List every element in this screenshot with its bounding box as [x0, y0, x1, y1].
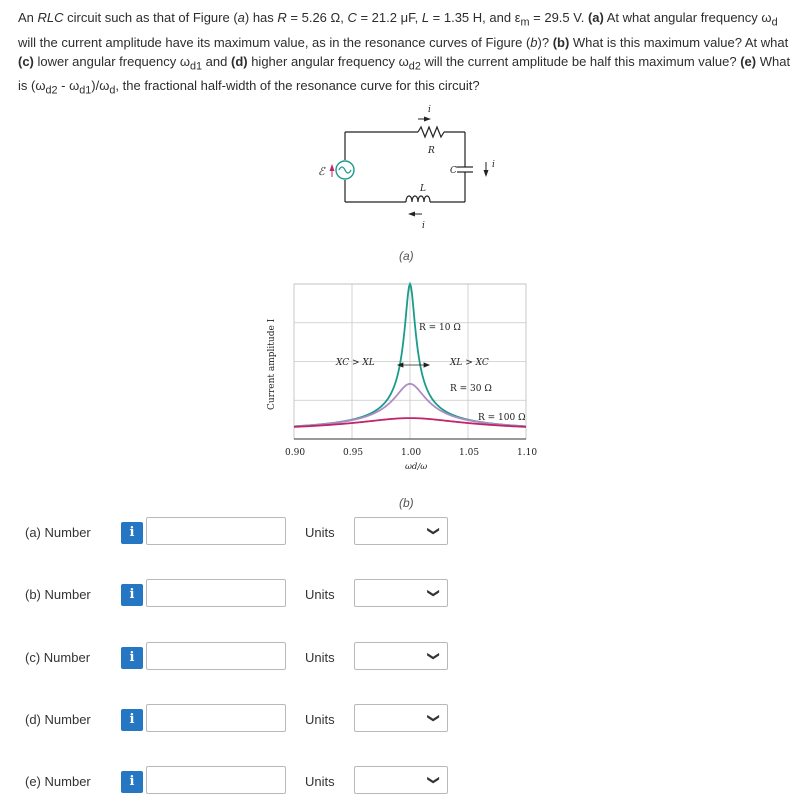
resistor-symbol [418, 127, 444, 137]
question-text: An RLC circuit such as that of Figure (a) has R = 5.26 Ω, C = 21.2 μF, L = 1.35 H, and $\varepsilon_m = 29.5$ V. (a) At what angular frequency $\omega_d$ will the current amplitude have its maximum value, as in the resonance curves of Figure (b)? (b) What is this maximum value? At what (c) lower angular frequency $\omega_{d1}$ and (d) higher angular frequency $\omega_{d2}$ will the current amplitude be half this maximum value? (e) What is $(\omega_{d2} - \omega_{d1})/\omega_d$, the fractional half-width of the resonance curve for this circuit? [18, 10, 791, 97]
chevron-down-icon: ❯ [426, 525, 441, 537]
label-xc-gt-xl: XC > XL [336, 358, 375, 368]
x-tick-label: 0.90 [285, 448, 306, 458]
units-select[interactable] [354, 642, 448, 670]
answer-row [0, 517, 802, 549]
units-label: Units [305, 587, 335, 602]
number-input[interactable] [146, 517, 286, 545]
label-r100: R = 100 Ω [478, 413, 526, 423]
info-icon[interactable]: i [121, 584, 143, 606]
circuit-diagram [300, 100, 520, 240]
inductor-symbol [406, 196, 430, 202]
figure-a-caption: (a) [399, 249, 414, 263]
units-label: Units [305, 774, 335, 789]
units-select[interactable] [354, 704, 448, 732]
answer-row [0, 642, 802, 674]
circuit-label-r: R [428, 146, 435, 156]
circuit-label-emf: ℰ [318, 165, 325, 178]
number-input[interactable] [146, 579, 286, 607]
info-icon[interactable]: i [121, 709, 143, 731]
label-xl-gt-xc: XL > XC [450, 358, 489, 368]
units-select[interactable] [354, 579, 448, 607]
part-label: (b) Number [25, 587, 91, 602]
part-label: (d) Number [25, 712, 91, 727]
units-select[interactable] [354, 766, 448, 794]
number-input[interactable] [146, 766, 286, 794]
y-axis-label: Current amplitude I [267, 318, 277, 410]
chevron-down-icon: ❯ [426, 650, 441, 662]
answer-row [0, 579, 802, 611]
emf-arrow-icon [330, 164, 335, 171]
chevron-down-icon: ❯ [426, 712, 441, 724]
answer-row [0, 704, 802, 736]
x-tick-label: 1.00 [401, 448, 422, 458]
label-r10: R = 10 Ω [419, 323, 461, 333]
info-icon[interactable]: i [121, 647, 143, 669]
part-label: (e) Number [25, 774, 91, 789]
info-icon[interactable]: i [121, 771, 143, 793]
info-icon[interactable]: i [121, 522, 143, 544]
number-input[interactable] [146, 704, 286, 732]
x-tick-label: 1.10 [517, 448, 538, 458]
units-label: Units [305, 525, 335, 540]
circuit-label-i-bottom: i [422, 221, 425, 231]
resonance-chart [258, 275, 548, 475]
answer-row [0, 766, 802, 798]
circuit-label-c: C [450, 166, 457, 176]
number-input[interactable] [146, 642, 286, 670]
label-r30: R = 30 Ω [450, 384, 492, 394]
x-tick-label: 0.95 [343, 448, 364, 458]
units-label: Units [305, 712, 335, 727]
figure-b-caption: (b) [399, 496, 414, 510]
units-select[interactable] [354, 517, 448, 545]
circuit-label-l: L [420, 184, 426, 194]
x-tick-label: 1.05 [459, 448, 480, 458]
part-label: (c) Number [25, 650, 91, 665]
circuit-label-i-top: i [428, 105, 431, 115]
chevron-down-icon: ❯ [426, 587, 441, 599]
part-label: (a) Number [25, 525, 91, 540]
units-label: Units [305, 650, 335, 665]
chevron-down-icon: ❯ [426, 774, 441, 786]
x-axis-label: ωd/ω [405, 462, 428, 472]
circuit-label-i-right: i [492, 160, 495, 170]
